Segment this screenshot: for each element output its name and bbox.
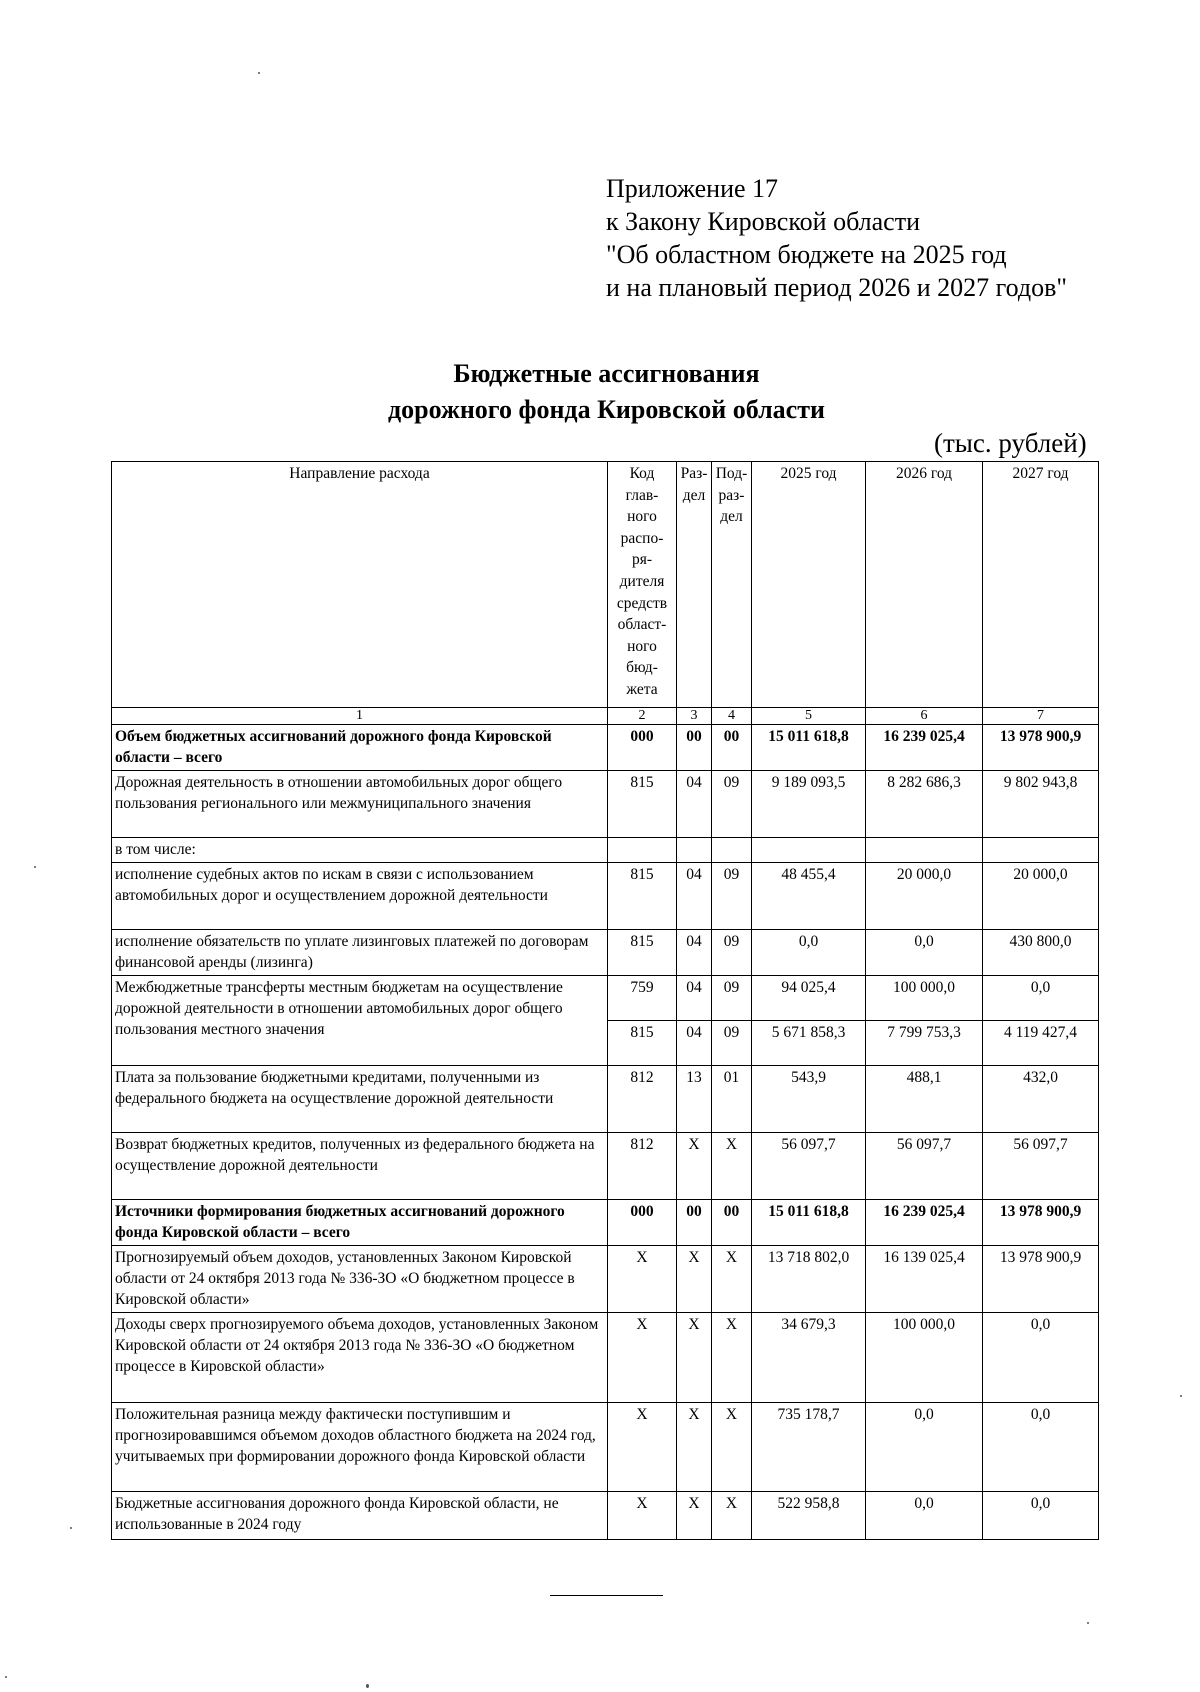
row-subsection: X [712,1133,752,1200]
row-value-2025: 15 011 618,8 [752,725,866,771]
table-row [112,1313,1099,1403]
row-value-2027: 0,0 [983,1313,1099,1403]
row-subsection: 09 [712,930,752,976]
scan-speck [70,1527,72,1529]
row-section: X [677,1133,712,1200]
row-subsection: X [712,1492,752,1540]
row-name: Бюджетные ассигнования дорожного фонда Кировской области, не использованные в 2024 году [112,1492,608,1540]
row-value-2026: 488,1 [866,1066,983,1133]
header-2025: 2025 год [752,462,866,708]
row-subsection: 00 [712,1200,752,1246]
row-value-2025: 522 958,8 [752,1492,866,1540]
scan-speck [1087,1622,1089,1624]
header-2027: 2027 год [983,462,1099,708]
row-value-2026: 100 000,0 [866,976,983,1021]
row-section: 04 [677,863,712,930]
row-value-2027: 9 802 943,8 [983,771,1099,838]
row-section: X [677,1492,712,1540]
row-subsection: X [712,1313,752,1403]
column-number-row [112,708,1099,725]
row-subsection: 09 [712,1021,752,1066]
row-section: X [677,1246,712,1313]
row-code [608,838,677,863]
title-line-2: дорожного фонда Кировской области [388,395,825,424]
appendix-law-line: к Закону Кировской области [606,207,920,236]
header-direction: Направление расхода [112,462,608,708]
row-code: X [608,1492,677,1540]
row-value-2026: 0,0 [866,930,983,976]
row-value-2025: 94 025,4 [752,976,866,1021]
header-section: Раз- дел [677,462,712,708]
table-row [112,1403,1099,1492]
row-code: 812 [608,1133,677,1200]
scan-speck [34,866,36,868]
row-section: 04 [677,1021,712,1066]
row-name: исполнение обязательств по уплате лизинговых платежей по договорам финансовой аренды (лизинга) [112,930,608,976]
row-code: 815 [608,771,677,838]
row-value-2025: 13 718 802,0 [752,1246,866,1313]
table-row [112,1246,1099,1313]
column-number: 4 [712,708,752,725]
row-name: Положительная разница между фактически поступившим и прогнозировавшимся объемом доходов областного бюджета на 2024 год, учитываемых при формировании дорожного фонда Кировской области [112,1403,608,1492]
row-name: Межбюджетные трансферты местным бюджетам на осуществление дорожной деятельности в отношении автомобильных дорог общего пользования местного значения [112,976,608,1066]
row-section: 13 [677,1066,712,1133]
row-section: 00 [677,725,712,771]
row-code: 812 [608,1066,677,1133]
row-value-2025: 5 671 858,3 [752,1021,866,1066]
budget-table [111,461,1099,1540]
row-value-2025: 15 011 618,8 [752,1200,866,1246]
appendix-header [606,172,1067,304]
table-row [112,1066,1099,1133]
header-2026: 2026 год [866,462,983,708]
scan-speck [258,72,260,74]
table-header-row [112,462,1099,708]
row-name: Доходы сверх прогнозируемого объема доходов, установленных Законом Кировской области от 24 октября 2013 года № 336-ЗО «О бюджетном процессе в Кировской области» [112,1313,608,1403]
row-value-2025: 9 189 093,5 [752,771,866,838]
row-value-2026: 16 239 025,4 [866,725,983,771]
row-value-2025 [752,838,866,863]
row-value-2025: 0,0 [752,930,866,976]
row-value-2025: 543,9 [752,1066,866,1133]
row-subsection: 09 [712,863,752,930]
row-value-2026: 16 239 025,4 [866,1200,983,1246]
row-section: X [677,1403,712,1492]
row-value-2027: 0,0 [983,1492,1099,1540]
row-section: 04 [677,976,712,1021]
end-separator-line [550,1595,663,1596]
row-code: 815 [608,930,677,976]
row-value-2026: 20 000,0 [866,863,983,930]
column-number: 1 [112,708,608,725]
header-subsection: Под- раз- дел [712,462,752,708]
table-row [112,930,1099,976]
row-code: X [608,1403,677,1492]
row-value-2027: 20 000,0 [983,863,1099,930]
document-title [0,356,1200,428]
scan-speck [1180,1395,1182,1397]
column-number: 6 [866,708,983,725]
row-section: 00 [677,1200,712,1246]
row-section [677,838,712,863]
row-value-2027: 430 800,0 [983,930,1099,976]
appendix-law-title-2: и на плановый период 2026 и 2027 годов" [606,273,1068,302]
table-row [112,1200,1099,1246]
column-number: 2 [608,708,677,725]
row-value-2027: 13 978 900,9 [983,1246,1099,1313]
row-subsection: X [712,1246,752,1313]
row-code: 759 [608,976,677,1021]
row-name: Объем бюджетных ассигнований дорожного фонда Кировской области – всего [112,725,608,771]
row-code: X [608,1313,677,1403]
appendix-law-title-1: "Об областном бюджете на 2025 год [606,240,1007,269]
row-value-2027: 13 978 900,9 [983,1200,1099,1246]
table-row [112,1133,1099,1200]
row-code: 815 [608,1021,677,1066]
row-subsection: 00 [712,725,752,771]
header-code: Код глав- ного распо- ря- дителя средств област- ного бюд- жета [608,462,677,708]
units-label: (тыс. рублей) [934,428,1087,458]
row-value-2027 [983,838,1099,863]
row-value-2027: 0,0 [983,976,1099,1021]
table-row [112,725,1099,771]
row-name: исполнение судебных актов по искам в связи с использованием автомобильных дорог и осуществлением дорожной деятельности [112,863,608,930]
column-number: 5 [752,708,866,725]
scan-speck [5,1676,7,1678]
table-row [112,863,1099,930]
row-value-2025: 735 178,7 [752,1403,866,1492]
row-value-2025: 56 097,7 [752,1133,866,1200]
row-value-2026: 8 282 686,3 [866,771,983,838]
row-subsection: 09 [712,976,752,1021]
row-name: Прогнозируемый объем доходов, установленных Законом Кировской области от 24 октября 2013 года № 336-ЗО «О бюджетном процессе в Кировской области» [112,1246,608,1313]
row-value-2026: 0,0 [866,1403,983,1492]
row-value-2027: 4 119 427,4 [983,1021,1099,1066]
row-value-2026 [866,838,983,863]
row-subsection: 09 [712,771,752,838]
table-row [112,1492,1099,1540]
row-code: X [608,1246,677,1313]
table-row [112,976,1099,1021]
row-name: Плата за пользование бюджетными кредитами, полученными из федерального бюджета на осуществление дорожной деятельности [112,1066,608,1133]
row-subsection [712,838,752,863]
row-name: Источники формирования бюджетных ассигнований дорожного фонда Кировской области – всего [112,1200,608,1246]
scan-speck [366,1684,369,1688]
row-code: 000 [608,1200,677,1246]
row-value-2027: 13 978 900,9 [983,725,1099,771]
row-section: 04 [677,771,712,838]
column-number: 3 [677,708,712,725]
row-value-2026: 16 139 025,4 [866,1246,983,1313]
row-value-2026: 7 799 753,3 [866,1021,983,1066]
row-name: Возврат бюджетных кредитов, полученных из федерального бюджета на осуществление дорожной деятельности [112,1133,608,1200]
title-line-1: Бюджетные ассигнования [453,359,760,388]
row-value-2026: 0,0 [866,1492,983,1540]
row-code: 815 [608,863,677,930]
row-subsection: 01 [712,1066,752,1133]
row-value-2026: 100 000,0 [866,1313,983,1403]
row-value-2027: 432,0 [983,1066,1099,1133]
row-value-2027: 0,0 [983,1403,1099,1492]
row-name: в том числе: [112,838,608,863]
row-section: X [677,1313,712,1403]
row-value-2025: 48 455,4 [752,863,866,930]
table-row [112,838,1099,863]
row-subsection: X [712,1403,752,1492]
row-value-2025: 34 679,3 [752,1313,866,1403]
row-name: Дорожная деятельность в отношении автомобильных дорог общего пользования регионального или межмуниципального значения [112,771,608,838]
row-value-2027: 56 097,7 [983,1133,1099,1200]
row-section: 04 [677,930,712,976]
column-number: 7 [983,708,1099,725]
table-row [112,771,1099,838]
row-value-2026: 56 097,7 [866,1133,983,1200]
appendix-number: Приложение 17 [606,174,779,203]
row-code: 000 [608,725,677,771]
